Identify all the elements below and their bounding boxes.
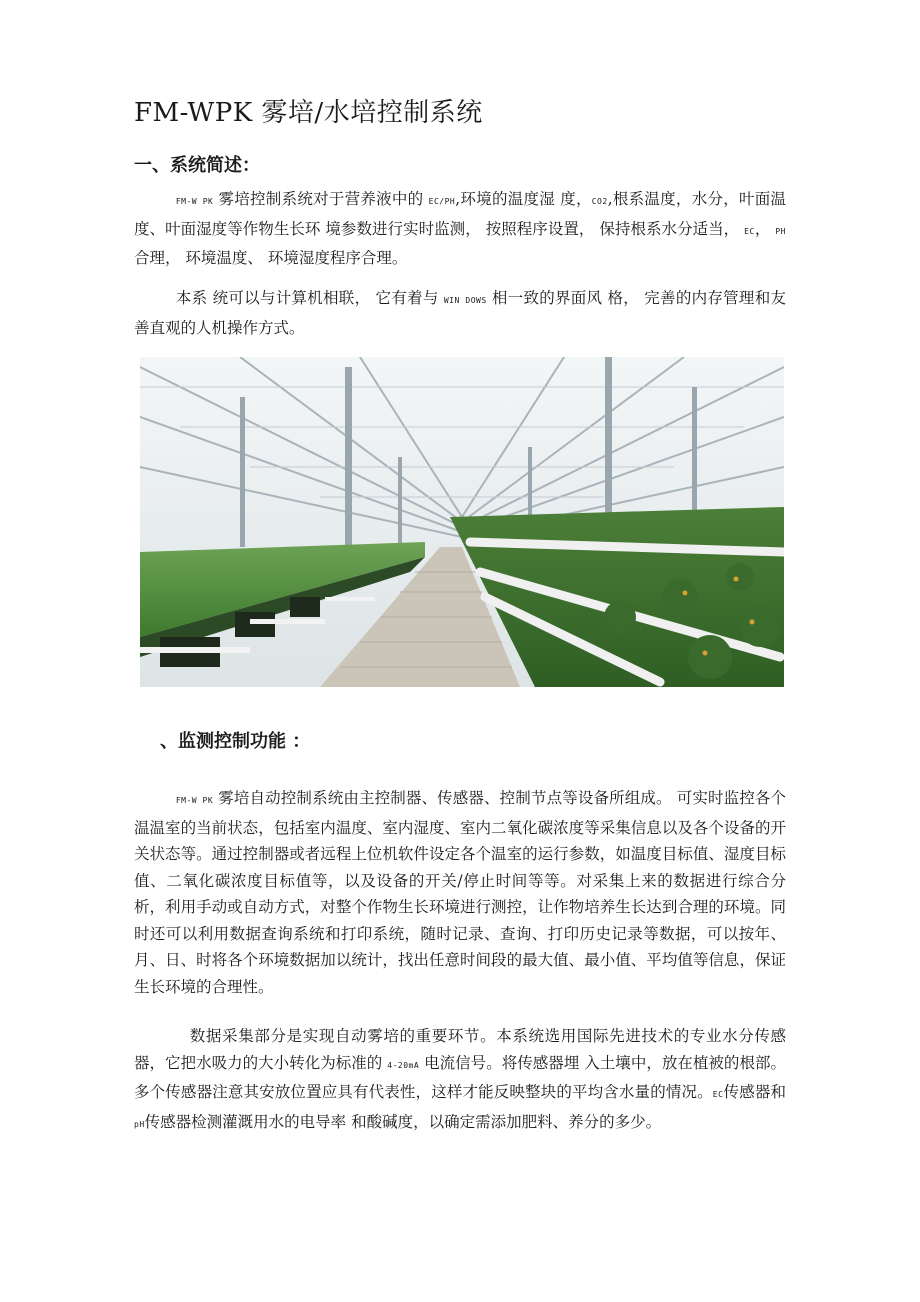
greenhouse-photo bbox=[140, 357, 784, 687]
abbr-ec-ph: EC/PH bbox=[428, 197, 456, 206]
text-run: ,环境的温度湿 度， bbox=[455, 190, 592, 208]
text-run: ， bbox=[754, 219, 776, 238]
data-acquisition-paragraph bbox=[134, 1023, 786, 1138]
text-run: 传感器检测灌溉用水的电导率 和酸碱度，以确定需添加肥料、养分的多少。 bbox=[144, 1112, 662, 1131]
overview-paragraph bbox=[134, 186, 786, 272]
text-run: 雾培自动控制系统由主控制器、传感器、控制节点等设备所组成。 可实时监控各个温温室的当前状态，包括室内温度、室内湿度、室内二氧化碳浓度等采集信息以及各个设备的开关状态等。通过控制器或者远程上位机软件设定各个温室的运行参数，如温度目标值、湿度目标值、二氧化碳浓度目标值等，以及设备的开关/停止时间等等。对采集上来的数据进行综合分析，利用手动或自动方式，对整个作物生长环境进行测控，让作物培养生长达到合理的环境。同时还可以利用数据查询系统和打印系统，随时记录、查询、打印历史记录等数据，可以按年、月、日、时将各个环境数据加以统计，找出任意时间段的最大值、最小值、平均值等信息，保证生长环境的合理性。 bbox=[134, 789, 787, 996]
page-title: FM-WPK 雾培/水培控制系统 bbox=[134, 98, 483, 128]
abbr-ph: pH bbox=[134, 1119, 145, 1129]
abbr-windows: WIN DOWS bbox=[443, 296, 487, 305]
text-run: ,根系温度，水分，叶面温度、叶面湿度等作物生长环 境参数进行实时监测， 按照程序设置， 保持根系水分适当， bbox=[134, 190, 787, 238]
abbr-co2: CO2 bbox=[591, 197, 608, 206]
abbr-ph: PH bbox=[775, 226, 786, 236]
text-run: 合理， 环境温度、 环境湿度程序合理。 bbox=[134, 249, 408, 267]
product-code: FM-W PK bbox=[175, 796, 214, 805]
text-run: 电流信号。将传感器埋 入土壤中，放在植被的根部。多个传感器注意其安放位置应具有代表性，这样才能反映整块的平均含水量的情况。 bbox=[134, 1053, 786, 1101]
greenhouse-illustration bbox=[140, 357, 784, 687]
abbr-ec: EC bbox=[744, 226, 755, 236]
text-run: 相一致的界面风 格， 完善的内存管理和友善直观的人机操作方式。 bbox=[134, 289, 786, 337]
abbr-ec: EC bbox=[712, 1090, 724, 1099]
text-run: 本系 统可以与计算机相联， 它有着与 bbox=[175, 289, 444, 307]
text-run: 传感器和 bbox=[723, 1083, 786, 1101]
interface-paragraph bbox=[134, 285, 786, 341]
abbr-current-range: 4-20mA bbox=[387, 1060, 420, 1070]
section-heading-monitoring: 、监测控制功能 ： bbox=[160, 731, 311, 752]
text-run: 雾培控制系统对于营养液中的 bbox=[213, 190, 429, 208]
text-run: 数据采集部分是实现自动雾培的重要环节。本系统选用国际先进技术的专业水分传感器，它把水吸力的大小转化为标准的 bbox=[134, 1027, 786, 1072]
product-code: FM-W PK bbox=[175, 197, 214, 206]
monitoring-paragraph bbox=[134, 785, 786, 1000]
section-heading-overview: 一、系统简述： bbox=[134, 155, 260, 176]
